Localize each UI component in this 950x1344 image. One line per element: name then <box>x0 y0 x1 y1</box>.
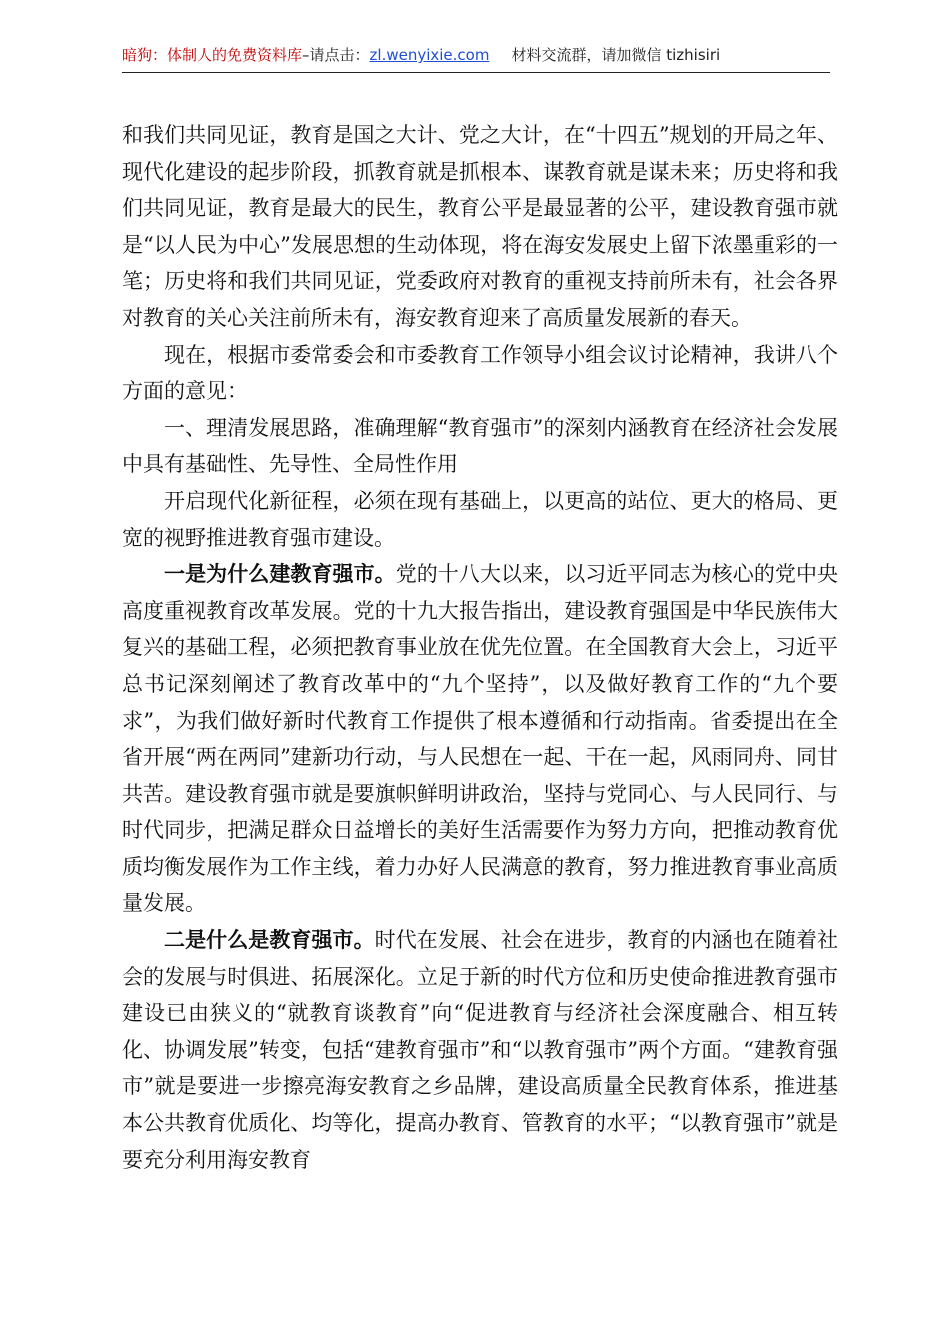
paragraph-4-text: 党的十八大以来，以习近平同志为核心的党中央高度重视教育改革发展。党的十九大报告指出，建设教育强国是中华民族伟大复兴的基础工程，必须把教育事业放在优先位置。在全国教育大会上，习近平总书记深刻阐述了教育改革中的“九个坚持”，以及做好教育工作的“九个要求”，为我们做好新时代教育工作提供了根本遵循和行动指南。省委提出在全省开展“两在两同”建新功行动，与人民想在一起、干在一起，风雨同舟、同甘共苦。建设教育强市就是要旗帜鲜明讲政治，坚持与党同心、与人民同行、与时代同步，把满足群众日益增长的美好生活需要作为努力方向，把推动教育优质均衡发展作为工作主线，着力办好人民满意的教育，努力推进教育事业高质量发展。 <box>122 562 839 916</box>
header-group-note: 材料交流群，请加微信 tizhisiri <box>511 46 721 64</box>
document-body <box>122 117 838 1178</box>
paragraph-5-lead: 二是什么是教育强市。 <box>164 927 375 953</box>
page-header <box>122 44 830 72</box>
header-link[interactable]: zl.wenyixie.com <box>369 46 490 64</box>
header-prompt: –请点击： <box>302 46 370 64</box>
paragraph-4-lead: 一是为什么建教育强市。 <box>164 561 396 587</box>
header-divider <box>122 72 830 73</box>
paragraph-5 <box>122 922 838 1178</box>
paragraph-2: 现在，根据市委常委会和市委教育工作领导小组会议讨论精神，我讲八个方面的意见： <box>122 342 838 404</box>
paragraph-3: 开启现代化新征程，必须在现有基础上，以更高的站位、更大的格局、更宽的视野推进教育强市建设。 <box>122 488 838 550</box>
paragraph-4 <box>122 556 838 922</box>
section-heading-1: 一、理清发展思路，准确理解“教育强市”的深刻内涵教育在经济社会发展中具有基础性、先导性、全局性作用 <box>122 415 838 477</box>
paragraph-1: 和我们共同见证，教育是国之大计、党之大计，在“十四五”规划的开局之年、现代化建设的起步阶段，抓教育就是抓根本、谋教育就是谋未来；历史将和我们共同见证，教育是最大的民生，教育公平是最显著的公平，建设教育强市就是“以人民为中心”发展思想的生动体现，将在海安发展史上留下浓墨重彩的一笔；历史将和我们共同见证，党委政府对教育的重视支持前所未有，社会各界对教育的关心关注前所未有，海安教育迎来了高质量发展新的春天。 <box>122 123 838 330</box>
header-brand: 暗狗：体制人的免费资料库 <box>122 46 303 64</box>
paragraph-5-text: 时代在发展、社会在进步，教育的内涵也在随着社会的发展与时俱进、拓展深化。立足于新的时代方位和历史使命推进教育强市建设已由狭义的“就教育谈教育”向“促进教育与经济社会深度融合、相互转化、协调发展”转变，包括“建教育强市”和“以教育强市”两个方面。“建教育强市”就是要进一步擦亮海安教育之乡品牌，建设高质量全民教育体系，推进基本公共教育优质化、均等化，提高办教育、管教育的水平；“以教育强市”就是要充分利用海安教育 <box>122 928 839 1172</box>
